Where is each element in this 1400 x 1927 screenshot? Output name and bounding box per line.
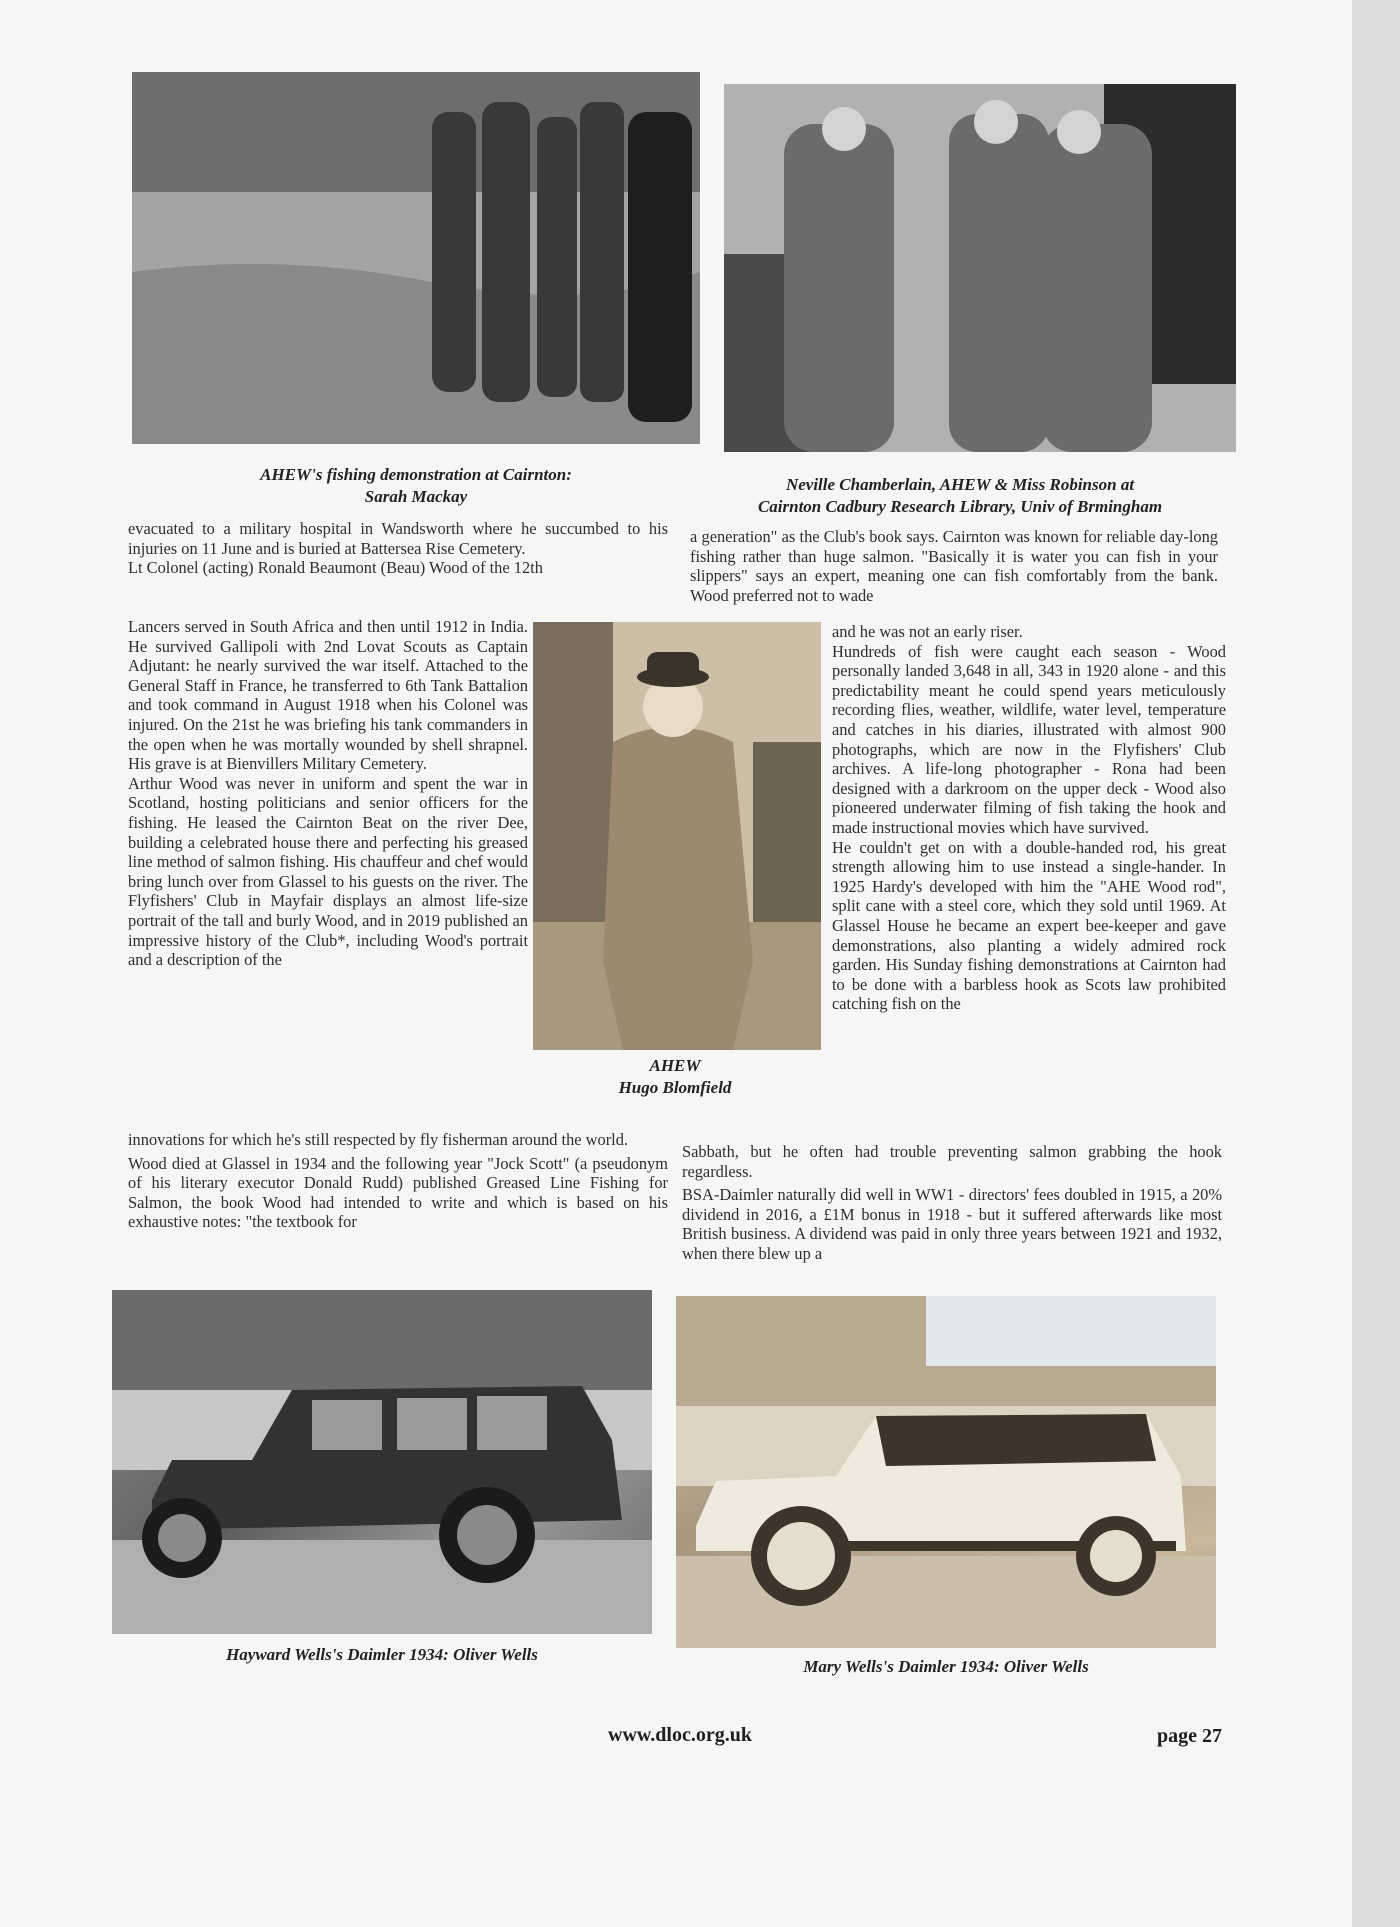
paragraph: and he was not an early riser.	[832, 622, 1023, 641]
caption-fishing-demonstration: AHEW's fishing demonstration at Cairnton: Sarah Mackay	[260, 465, 572, 506]
footer-website-link[interactable]: www.dloc.org.uk	[608, 1724, 752, 1746]
left-column-text-top	[128, 519, 668, 578]
left-column-text-wrapped	[128, 617, 528, 970]
paragraph: Hundreds of fish were caught each season - Wood personally landed 3,648 in all, 343 in 1920 alone - and this predictability meant he could spend years meticulously recording flies, weather, wildlife, water level, temperature and catches in his diaries, illustrated with almost 900 photographs, which are now in the Flyfishers' Club archives. A life-long photographer - Rona had been designed with a darkroom on the upper deck - Wood also pioneered underwater filming of fish taking the hook and made instructional movies which have survived.	[832, 641, 1226, 837]
caption-chamberlain-group: Neville Chamberlain, AHEW & Miss Robinson at Cairnton Cadbury Research Library, Univ of Brmingham	[757, 475, 1163, 516]
mary-wells-daimler-photo	[676, 1296, 1216, 1648]
left-column-text-bottom	[128, 1130, 668, 1232]
paragraph: evacuated to a military hospital in Wandsworth where he succumbed to his injuries on 11 June and is buried at Battersea Rise Cemetery.	[128, 519, 668, 558]
page-number: page 27	[1157, 1725, 1222, 1747]
scan-edge	[1352, 0, 1400, 1927]
right-column-text-wrapped	[832, 622, 1226, 1014]
chamberlain-group-photo	[724, 84, 1236, 452]
caption-mary-wells-daimler: Mary Wells's Daimler 1934: Oliver Wells	[803, 1657, 1089, 1676]
hayward-wells-daimler-photo	[112, 1290, 652, 1634]
paragraph: Wood died at Glassel in 1934 and the following year "Jock Scott" (a pseudonym of his literary executor Donald Rudd) published Greased Line Fishing for Salmon, the book Wood had intended to write and which is based on his exhaustive notes: "the textbook for	[128, 1153, 668, 1232]
right-column-text-top	[690, 527, 1218, 605]
paragraph: a generation" as the Club's book says. Cairnton was known for reliable day-long fishing rather than huge salmon. "Basically it is water you can fish in your slippers" says an expert, meaning one can fish comfortably from the bank. Wood preferred not to wade	[690, 527, 1218, 605]
paragraph: BSA-Daimler naturally did well in WW1 - directors' fees doubled in 1915, a 20% dividend in 2016, a £1M bonus in 1918 - but it suffered afterwards like most British business. A dividend was paid in only three years between 1921 and 1932, when there blew up a	[682, 1185, 1222, 1263]
caption-ahew-portrait: AHEW Hugo Blomfield	[618, 1056, 732, 1097]
paragraph: Sabbath, but he often had trouble preventing salmon grabbing the hook regardless.	[682, 1142, 1222, 1181]
paragraph: Arthur Wood was never in uniform and spent the war in Scotland, hosting politicians and senior officers for the fishing. He leased the Cairnton Beat on the river Dee, building a celebrated house there and perfecting his greased line method of salmon fishing. His chauffeur and chef would bring lunch over from Glassel to his guests on the river. The Flyfishers' Club in Mayfair displays an almost life-size portrait of the tall and burly Wood, and in 2019 published an impressive history of the Club*, including Wood's portrait and a description of the	[128, 773, 528, 970]
paragraph: He couldn't get on with a double-handed rod, his great strength allowing him to use instead a single-hander. In 1925 Hardy's developed with him the "AHE Wood rod", split cane with a steel core, which they sold until 1969. At Glassel House he became an expert bee-keeper and gave demonstrations, also planting a widely admired rock garden. His Sunday fishing demonstrations at Cairnton had to be done with a barbless hook as Scots law prohibited catching fish on the	[832, 837, 1226, 1014]
ahew-portrait-photo	[533, 622, 821, 1050]
paragraph: innovations for which he's still respected by fly fisherman around the world.	[128, 1130, 629, 1149]
fishing-demonstration-photo	[132, 72, 700, 444]
paragraph: Lt Colonel (acting) Ronald Beaumont (Beau) Wood of the 12th	[128, 558, 543, 578]
caption-hayward-wells-daimler: Hayward Wells's Daimler 1934: Oliver Wells	[226, 1645, 538, 1664]
right-column-text-bottom	[682, 1142, 1222, 1264]
paragraph: Lancers served in South Africa and then until 1912 in India. He survived Gallipoli with 2nd Lovat Scouts as Captain Adjutant: he nearly survived the war itself. Attached to the General Staff in France, he transferred to 6th Tank Battalion and took command in August 1918 when his Colonel was injured. On the 21st he was briefing his tank commanders in the open when he was mortally wounded by shell shrapnel. His grave is at Bienvillers Military Cemetery.	[128, 617, 528, 774]
